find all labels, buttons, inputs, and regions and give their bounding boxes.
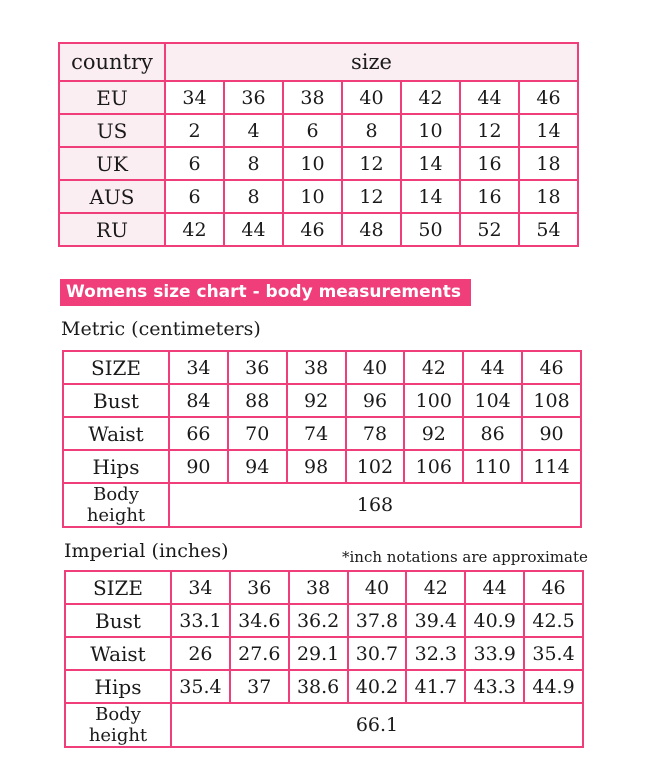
table-cell: 2 [165, 114, 224, 147]
table-cell: 35.4 [171, 670, 230, 703]
body-height-row [63, 483, 581, 527]
table-cell: 14 [519, 114, 578, 147]
table-row [63, 417, 581, 450]
table-cell: 42.5 [524, 604, 583, 637]
table-cell: 10 [283, 180, 342, 213]
imperial-title: Imperial (inches) [64, 540, 229, 562]
table-cell: 27.6 [230, 637, 289, 670]
table-cell: 74 [287, 417, 346, 450]
body-height-value: 168 [169, 483, 581, 527]
table-row [59, 147, 578, 180]
table-cell: 12 [342, 147, 401, 180]
approximation-note: *inch notations are approximate [342, 548, 588, 566]
table-cell: 70 [228, 417, 287, 450]
table-cell: 102 [346, 450, 405, 483]
table-cell: 8 [224, 180, 283, 213]
table-cell: 92 [404, 417, 463, 450]
table-cell: 44 [224, 213, 283, 246]
table-cell: 40 [346, 351, 405, 384]
table-header-row [59, 43, 578, 81]
table-cell: 30.7 [348, 637, 407, 670]
table-cell: 52 [460, 213, 519, 246]
table-cell: 40 [348, 571, 407, 604]
table-cell: 8 [342, 114, 401, 147]
table-cell: 16 [460, 147, 519, 180]
table-cell: 38 [289, 571, 348, 604]
row-label: US [59, 114, 165, 147]
table-cell: 12 [460, 114, 519, 147]
table-cell: 10 [401, 114, 460, 147]
table-cell: 37 [230, 670, 289, 703]
table-cell: 86 [463, 417, 522, 450]
table-cell: 35.4 [524, 637, 583, 670]
table-row [59, 213, 578, 246]
row-label: Bust [63, 384, 169, 417]
row-label: SIZE [65, 571, 171, 604]
row-label: AUS [59, 180, 165, 213]
table-cell: 14 [401, 180, 460, 213]
table-cell: 108 [522, 384, 581, 417]
table-cell: 50 [401, 213, 460, 246]
table-cell: 6 [283, 114, 342, 147]
table-cell: 34 [169, 351, 228, 384]
table-row [65, 571, 583, 604]
table-row [59, 81, 578, 114]
table-cell: 6 [165, 147, 224, 180]
table-cell: 34 [165, 81, 224, 114]
table-cell: 100 [404, 384, 463, 417]
table-cell: 41.7 [406, 670, 465, 703]
table-cell: 44.9 [524, 670, 583, 703]
table-cell: 33.9 [465, 637, 524, 670]
table-cell: 54 [519, 213, 578, 246]
table-cell: 66 [169, 417, 228, 450]
size-header: size [165, 43, 578, 81]
table-cell: 92 [287, 384, 346, 417]
table-cell: 39.4 [406, 604, 465, 637]
table-cell: 84 [169, 384, 228, 417]
row-label: Waist [65, 637, 171, 670]
table-cell: 18 [519, 147, 578, 180]
table-cell: 36 [224, 81, 283, 114]
table-cell: 4 [224, 114, 283, 147]
table-cell: 38 [287, 351, 346, 384]
table-cell: 42 [404, 351, 463, 384]
table-cell: 43.3 [465, 670, 524, 703]
table-cell: 90 [522, 417, 581, 450]
table-cell: 40.2 [348, 670, 407, 703]
body-height-label: Body height [63, 483, 169, 527]
table-cell: 26 [171, 637, 230, 670]
table-cell: 36.2 [289, 604, 348, 637]
row-label: Waist [63, 417, 169, 450]
table-cell: 42 [165, 213, 224, 246]
table-cell: 46 [522, 351, 581, 384]
table-cell: 46 [283, 213, 342, 246]
table-cell: 44 [465, 571, 524, 604]
table-cell: 98 [287, 450, 346, 483]
row-label: Hips [65, 670, 171, 703]
table-cell: 14 [401, 147, 460, 180]
imperial-table [64, 570, 584, 748]
table-cell: 46 [519, 81, 578, 114]
table-cell: 33.1 [171, 604, 230, 637]
row-label: UK [59, 147, 165, 180]
table-row [59, 180, 578, 213]
table-cell: 96 [346, 384, 405, 417]
table-row [65, 604, 583, 637]
table-cell: 40 [342, 81, 401, 114]
metric-title: Metric (centimeters) [61, 318, 261, 340]
table-row [63, 384, 581, 417]
table-cell: 44 [460, 81, 519, 114]
metric-table [62, 350, 582, 528]
table-row [65, 670, 583, 703]
table-cell: 18 [519, 180, 578, 213]
table-cell: 37.8 [348, 604, 407, 637]
body-height-label: Body height [65, 703, 171, 747]
table-cell: 6 [165, 180, 224, 213]
row-label: Hips [63, 450, 169, 483]
table-row [59, 114, 578, 147]
table-cell: 46 [524, 571, 583, 604]
table-cell: 42 [406, 571, 465, 604]
table-cell: 16 [460, 180, 519, 213]
table-cell: 36 [228, 351, 287, 384]
table-cell: 106 [404, 450, 463, 483]
table-cell: 40.9 [465, 604, 524, 637]
table-cell: 110 [463, 450, 522, 483]
table-cell: 90 [169, 450, 228, 483]
table-cell: 94 [228, 450, 287, 483]
table-cell: 44 [463, 351, 522, 384]
table-cell: 34.6 [230, 604, 289, 637]
table-row [63, 450, 581, 483]
country-header: country [59, 43, 165, 81]
body-height-row [65, 703, 583, 747]
row-label: RU [59, 213, 165, 246]
row-label: Bust [65, 604, 171, 637]
table-cell: 36 [230, 571, 289, 604]
table-cell: 42 [401, 81, 460, 114]
table-row [63, 351, 581, 384]
table-row [65, 637, 583, 670]
country-size-table [58, 42, 579, 247]
table-cell: 10 [283, 147, 342, 180]
table-cell: 114 [522, 450, 581, 483]
body-height-value: 66.1 [171, 703, 583, 747]
row-label: SIZE [63, 351, 169, 384]
table-cell: 88 [228, 384, 287, 417]
table-cell: 48 [342, 213, 401, 246]
row-label: EU [59, 81, 165, 114]
table-cell: 12 [342, 180, 401, 213]
table-cell: 29.1 [289, 637, 348, 670]
table-cell: 34 [171, 571, 230, 604]
table-cell: 38.6 [289, 670, 348, 703]
table-cell: 38 [283, 81, 342, 114]
section-banner: Womens size chart - body measurements [60, 279, 471, 306]
table-cell: 8 [224, 147, 283, 180]
table-cell: 78 [346, 417, 405, 450]
table-cell: 104 [463, 384, 522, 417]
table-cell: 32.3 [406, 637, 465, 670]
